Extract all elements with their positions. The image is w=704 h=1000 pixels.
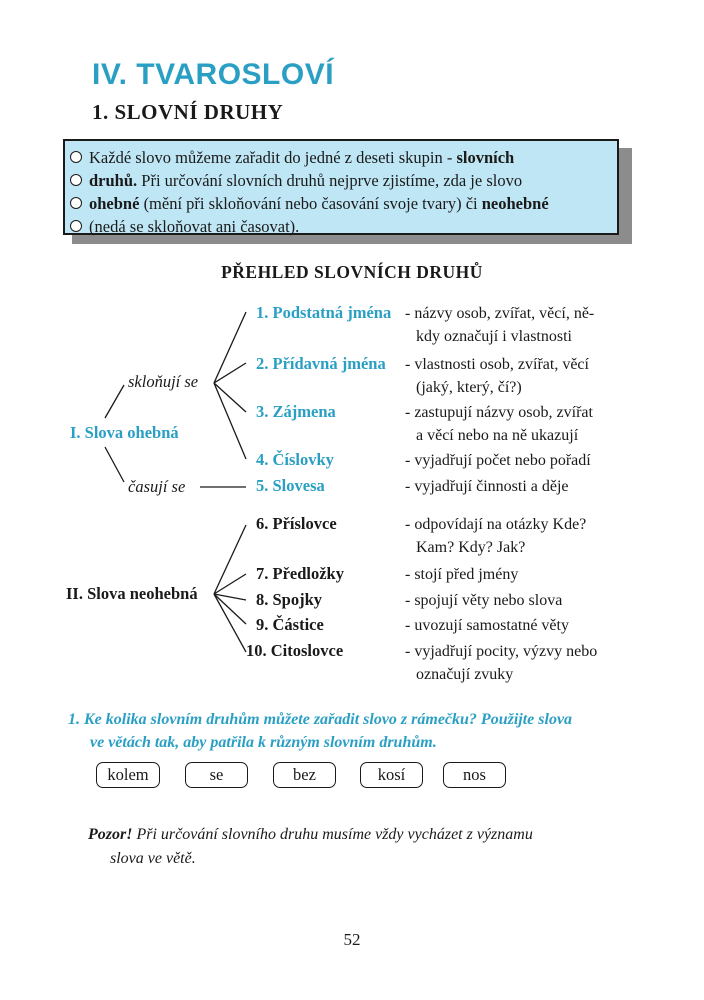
info-text-part: Každé slovo můžeme zařadit do jedné z deseti skupin - [89,148,457,167]
overview-heading: PŘEHLED SLOVNÍCH DRUHŮ [221,262,483,282]
pos-name-5: 5. Slovesa [256,476,325,495]
exercise-line: ve větách tak, aby patřila k různým slovním druhům. [90,734,437,751]
connector-line [105,385,124,418]
section-title: 1. SLOVNÍ DRUHY [92,100,284,124]
word-box-kosi: kosí [360,762,423,788]
note-text: Při určování slovního druhu musíme vždy vycházet z významu [132,826,533,843]
pos-desc-line: a věcí nebo na ně ukazují [416,427,579,444]
word-box-bez: bez [273,762,336,788]
pos-desc-line: - vyjadřují pocity, výzvy nebo [405,643,598,660]
pos-name-6: 6. Příslovce [256,514,337,533]
pos-name-10: 10. Citoslovce [246,641,344,660]
pos-desc-line: Kam? Kdy? Jak? [416,539,526,556]
pos-desc-line: - zastupují názvy osob, zvířat [405,404,593,421]
note [88,823,636,871]
info-term-slovnich: slovních [456,148,515,167]
pos-name-7: 7. Předložky [256,564,344,583]
pos-desc-line: - vyjadřují činnosti a děje [405,478,569,495]
connector-line [105,447,124,482]
info-line-4: (nedá se skloňovat ani časovat). [89,217,300,236]
pos-name-4: 4. Číslovky [256,450,334,469]
pos-desc-1 [405,302,594,348]
pos-name-1: 1. Podstatná jména [256,303,392,322]
info-term-neohebne: neohebné [481,194,549,213]
pos-desc-5 [405,475,569,498]
pos-desc-line: (jaký, který, čí?) [416,379,522,396]
page-number: 52 [343,930,361,949]
pos-desc-line: kdy označují i vlastnosti [416,328,572,345]
branch-conjugated-label: časují se [128,477,186,496]
pos-desc-line: - odpovídají na otázky Kde? [405,516,587,533]
pos-desc-line: - názvy osob, zvířat, věcí, ně- [405,305,595,322]
word-box-se: se [185,762,248,788]
info-text-part: Při určování slovních druhů nejprve zjistíme, zda je slovo [137,171,523,190]
pos-desc-3 [405,401,593,447]
pos-desc-10 [405,640,597,686]
word-box-nos: nos [443,762,506,788]
pos-desc-line: - vlastnosti osob, zvířat, věcí [405,356,589,373]
exercise-line: 1. Ke kolika slovním druhům můžete zařadit slovo z rámečku? Použijte slova [68,711,573,728]
info-term-ohebne: ohebné [89,194,140,213]
pos-name-2: 2. Přídavná jména [256,354,386,373]
note-line: slova ve větě. [110,850,196,867]
branch-declined-label: skloňují se [128,372,199,391]
pos-desc-line: označují zvuky [416,666,514,683]
word-box-kolem: kolem [96,762,160,788]
group2-label: II. Slova neohebná [66,584,198,603]
chapter-title: IV. TVAROSLOVÍ [92,58,335,91]
pos-desc-8 [405,589,562,612]
note-line [88,823,636,847]
info-text-part: (mění při skloňování nebo časování svoje tvary) či [139,194,482,213]
pos-desc-6 [405,513,586,559]
connector-line [214,383,246,459]
note-label: Pozor! [88,826,133,843]
pos-desc-7 [405,563,518,586]
pos-name-8: 8. Spojky [256,590,323,609]
connector-line [214,594,246,652]
pos-name-3: 3. Zájmena [256,402,336,421]
connector-line [214,383,246,412]
pos-desc-line: - vyjadřují počet nebo pořadí [405,452,591,469]
pos-desc-4 [405,449,591,472]
info-term-druhu: druhů. [89,171,138,190]
pos-desc-line: - spojují věty nebo slova [405,592,563,609]
pos-desc-line: - stojí před jmény [405,566,519,583]
pos-desc-line: - uvozují samostatné věty [405,617,569,634]
exercise-instruction [68,708,638,754]
pos-desc-2 [405,353,589,399]
pos-name-9: 9. Částice [256,615,324,634]
pos-desc-9 [405,614,569,637]
group1-label: I. Slova ohebná [70,423,179,442]
